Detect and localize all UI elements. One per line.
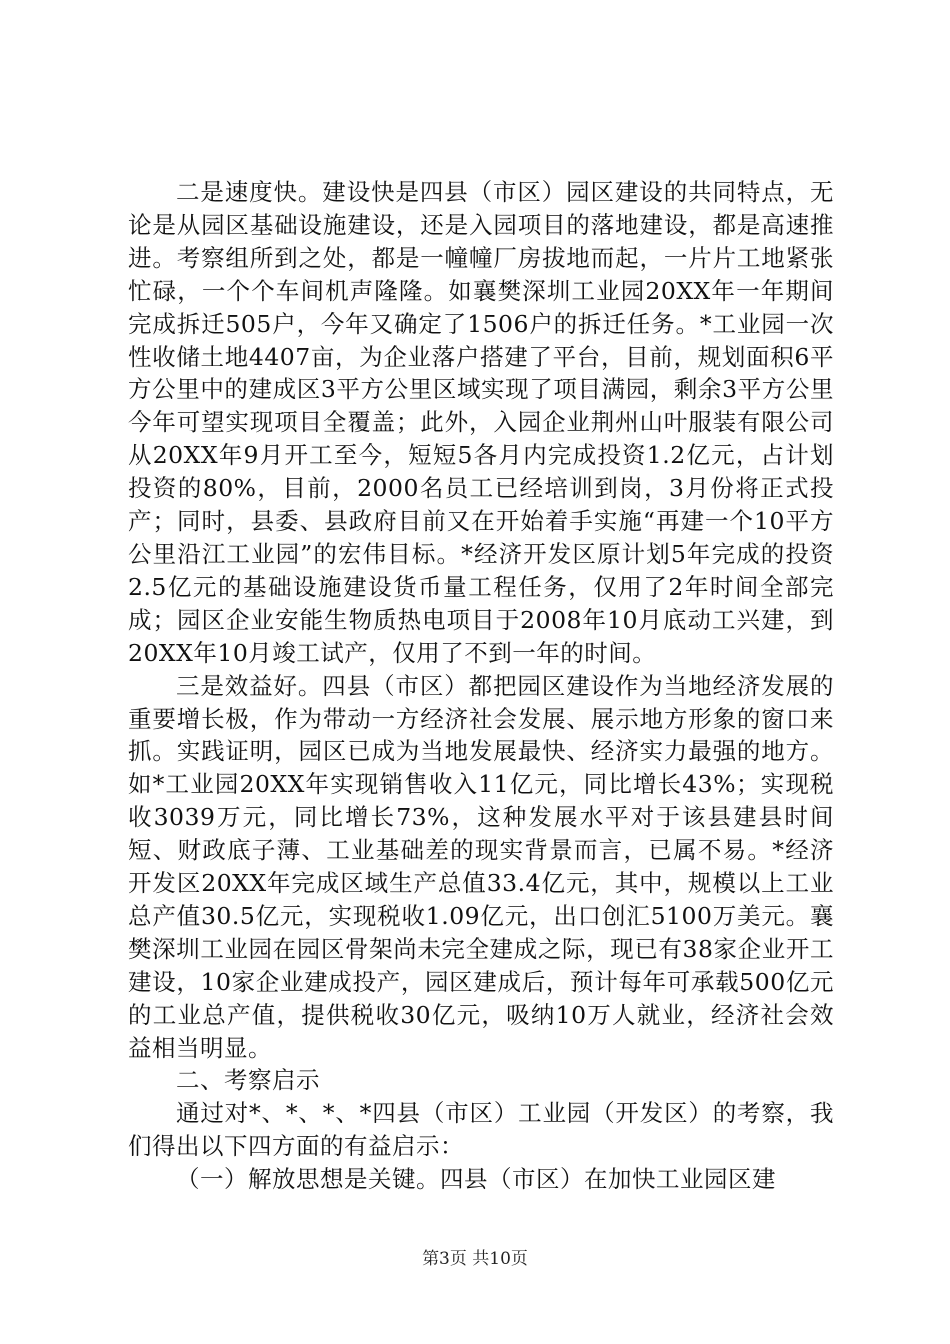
paragraph-benefit: 三是效益好。四县（市区）都把园区建设作为当地经济发展的重要增长极，作为带动一方经济社会发展、展示地方形象的窗口来抓。实践证明，园区已成为当地发展最快、经济实力最强的地方。如*工业园20XX年实现销售收入11亿元，同比增长43%；实现税收3039万元，同比增长73%，这种发展水平对于该县建县时间短、财政底子薄、工业基础差的现实背景而言，已属不易。*经济开发区20XX年完成区域生产总值33.4亿元，其中，规模以上工业总产值30.5亿元，实现税收1.09亿元，出口创汇5100万美元。襄樊深圳工业园在园区骨架尚未完全建成之际，现已有38家企业开工建设，10家企业建成投产，园区建成后，预计每年可承载500亿元的工业总产值，提供税收30亿元，吸纳10万人就业，经济社会效益相当明显。 [128, 671, 834, 1062]
page-footer: 第3页 共10页 [422, 1249, 528, 1269]
paragraph-speed: 二是速度快。建设快是四县（市区）园区建设的共同特点，无论是从园区基础设施建设，还是入园项目的落地建设，都是高速推进。考察组所到之处，都是一幢幢厂房拔地而起，一片片工地紧张忙碌，一个个车间机声隆隆。如襄樊深圳工业园20XX年一年期间完成拆迁505户，今年又确定了1506户的拆迁任务。*工业园一次性收储土地4407亩，为企业落户搭建了平台，目前，规划面积6平方公里中的建成区3平方公里区域实现了项目满园，剩余3平方公里今年可望实现项目全覆盖；此外，入园企业荆州山叶服装有限公司从20XX年9月开工至今，短短5各月内完成投资1.2亿元，占计划投资的80%，目前，2000名员工已经培训到岗，3月份将正式投产；同时，县委、县政府目前又在开始着手实施“再建一个10平方公里沿江工业园”的宏伟目标。*经济开发区原计划5年完成的投资2.5亿元的基础设施建设货币量工程任务，仅用了2年时间全部完成；园区企业安能生物质热电项目于2008年10月底动工兴建，到20XX年10月竣工试产，仅用了不到一年的时间。 [128, 178, 834, 667]
paragraph-inspiration-intro: 通过对*、*、*、*四县（市区）工业园（开发区）的考察，我们得出以下四方面的有益启示： [128, 1099, 834, 1161]
paragraph-key-point-1: （一）解放思想是关键。四县（市区）在加快工业园区建 [176, 1165, 776, 1194]
body-text [128, 176, 834, 1196]
section-heading-inspiration: 二、考察启示 [176, 1066, 320, 1095]
